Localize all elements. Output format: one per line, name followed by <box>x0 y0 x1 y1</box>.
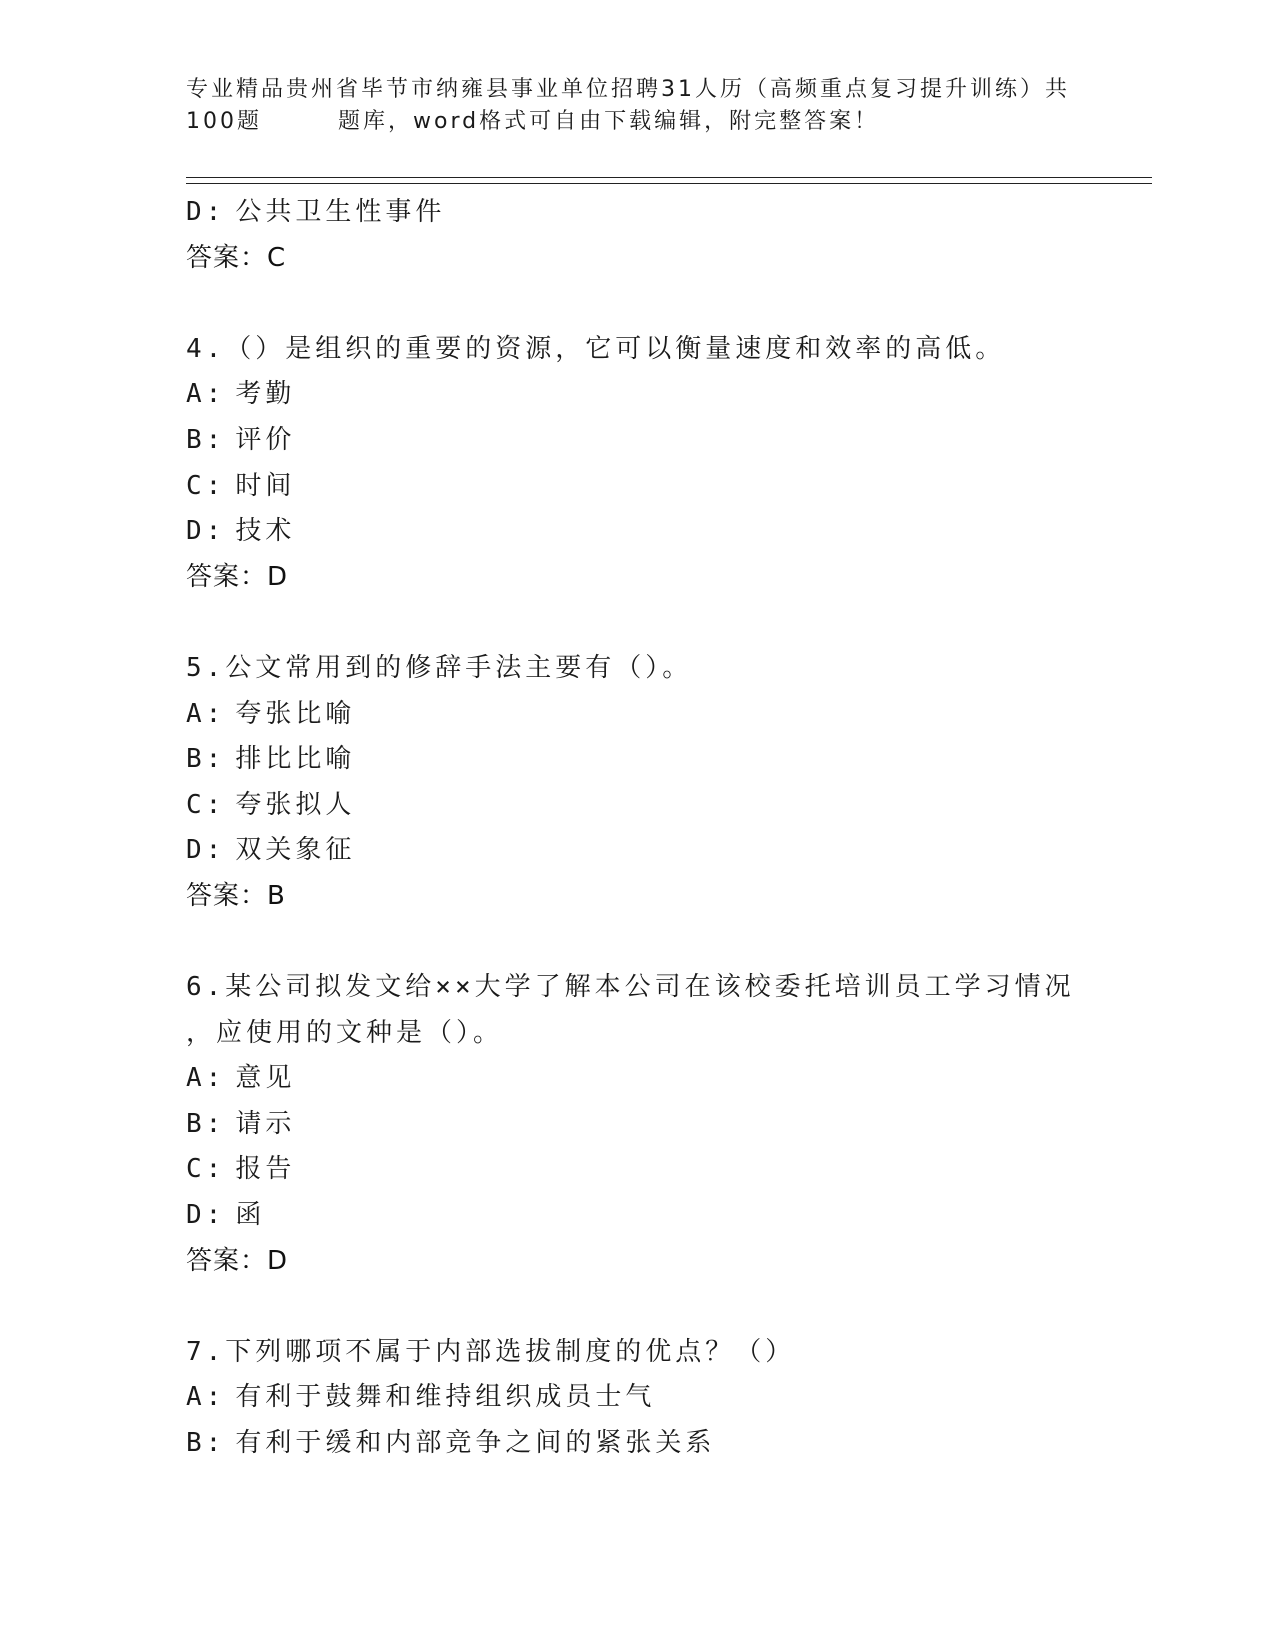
q3-option-d <box>186 190 1152 236</box>
q5-option-a <box>186 692 1152 738</box>
option-letter: A: <box>186 1063 226 1094</box>
q6-option-a <box>186 1056 1152 1102</box>
header-count: 100题 <box>186 109 262 134</box>
q6-option-d <box>186 1193 1152 1239</box>
q4-option-b <box>186 418 1152 464</box>
q7-option-b <box>186 1421 1152 1467</box>
q4-option-d <box>186 509 1152 555</box>
option-text: 时间 <box>235 470 296 501</box>
option-letter: D: <box>186 835 226 866</box>
option-letter: D: <box>186 516 226 547</box>
option-text: 有利于缓和内部竞争之间的紧张关系 <box>235 1428 716 1459</box>
q5-stem: 5.公文常用到的修辞手法主要有（）。 <box>186 652 693 683</box>
option-text: 技术 <box>235 516 296 547</box>
option-text: 意见 <box>235 1063 296 1094</box>
option-letter: A: <box>186 379 226 410</box>
option-text: 有利于鼓舞和维持组织成员士气 <box>235 1382 656 1413</box>
q5-option-b <box>186 737 1152 783</box>
header-divider-top <box>186 177 1152 178</box>
option-text: 夸张拟人 <box>235 789 356 820</box>
option-text: 请示 <box>235 1108 296 1139</box>
q7-stem: 7.下列哪项不属于内部选拔制度的优点？（） <box>186 1336 796 1367</box>
option-text: 评价 <box>235 424 296 455</box>
q4-option-a <box>186 372 1152 418</box>
option-letter: B: <box>186 1428 226 1459</box>
option-letter: C: <box>186 470 226 501</box>
q3-answer: 答案：C <box>186 242 287 273</box>
header-subtitle-line <box>186 106 1086 138</box>
question-list <box>186 190 1152 1467</box>
option-text: 排比比喻 <box>235 744 356 775</box>
option-text: 公共卫生性事件 <box>235 197 446 227</box>
header-title-line: 专业精品贵州省毕节市纳雍县事业单位招聘31人历（高频重点复习提升训练）共 <box>186 77 1070 102</box>
q4-answer: 答案：D <box>186 561 289 592</box>
option-text: 函 <box>235 1200 266 1231</box>
option-letter: B: <box>186 744 226 775</box>
option-text: 考勤 <box>235 379 296 410</box>
document-header <box>186 74 1086 138</box>
option-text: 双关象征 <box>235 835 356 866</box>
option-letter: A: <box>186 1382 226 1413</box>
option-letter: C: <box>186 1154 226 1185</box>
q6-option-c <box>186 1147 1152 1193</box>
header-divider-bottom <box>186 183 1152 184</box>
option-letter: A: <box>186 698 226 729</box>
q5-option-d <box>186 828 1152 874</box>
q4-stem: 4.（）是组织的重要的资源，它可以衡量速度和效率的高低。 <box>186 333 1006 364</box>
q6-stem-line-1: 6.某公司拟发文给××大学了解本公司在该校委托培训员工学习情况 <box>186 972 1075 1003</box>
option-text: 夸张比喻 <box>235 698 356 729</box>
option-letter: B: <box>186 424 226 455</box>
option-letter: D: <box>186 197 226 227</box>
option-letter: C: <box>186 789 226 820</box>
q5-answer: 答案：B <box>186 880 286 911</box>
q6-answer: 答案：D <box>186 1245 289 1276</box>
q6-option-b <box>186 1102 1152 1148</box>
option-letter: B: <box>186 1108 226 1139</box>
q4-option-c <box>186 464 1152 510</box>
option-text: 报告 <box>235 1154 296 1185</box>
header-description: 题库，word格式可自由下载编辑，附完整答案！ <box>338 109 880 134</box>
option-letter: D: <box>186 1200 226 1231</box>
q6-stem-line-2: ，应使用的文种是（）。 <box>186 1017 504 1048</box>
q7-option-a <box>186 1375 1152 1421</box>
q5-option-c <box>186 783 1152 829</box>
